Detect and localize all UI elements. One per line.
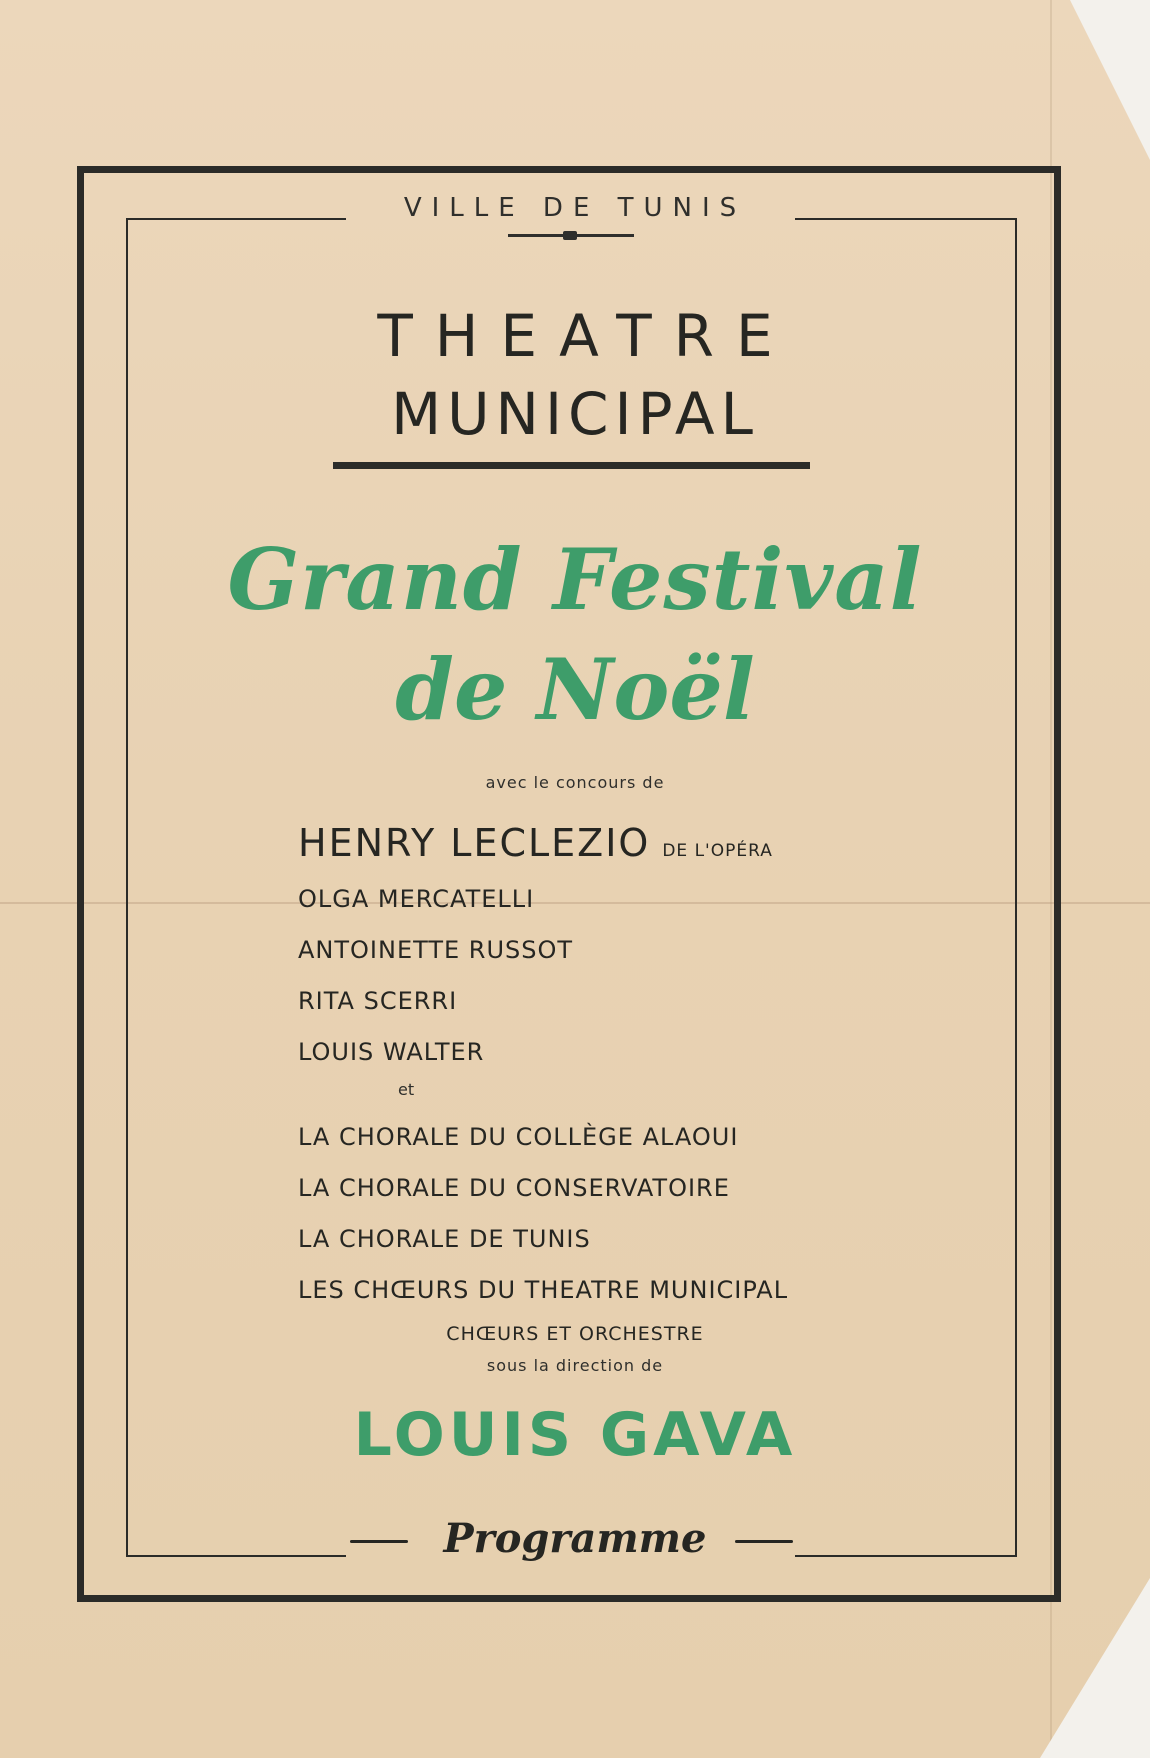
- venue-title-line1: THEATRE: [377, 302, 795, 370]
- programme-right-flourish: [735, 1540, 793, 1543]
- choir-item: LA CHORALE DE TUNIS: [298, 1225, 591, 1253]
- event-title-line1: Grand Festival: [227, 530, 923, 629]
- choir-item: LA CHORALE DU CONSERVATOIRE: [298, 1174, 730, 1202]
- conductor-name: LOUIS GAVA: [353, 1400, 797, 1470]
- performer-item: ANTOINETTE RUSSOT: [298, 936, 574, 964]
- performer-item: LOUIS WALTER: [298, 1038, 485, 1066]
- choirs-list: [298, 1112, 958, 1316]
- performer-item: RITA SCERRI: [298, 987, 458, 1015]
- choir-item: LA CHORALE DU COLLÈGE ALAOUI: [298, 1123, 739, 1151]
- divider-ornament: [508, 234, 634, 237]
- intro-text: avec le concours de: [485, 773, 665, 792]
- direction-subheading: sous la direction de: [486, 1356, 664, 1375]
- event-title-line2: de Noël: [395, 640, 755, 739]
- choir-item: LES CHŒURS DU THEATRE MUNICIPAL: [298, 1276, 789, 1304]
- folded-corner-bottom: [1040, 1578, 1150, 1758]
- lead-performer: [298, 812, 898, 874]
- direction-heading: CHŒURS ET ORCHESTRE: [446, 1323, 704, 1345]
- city-heading: VILLE DE TUNIS: [403, 193, 747, 223]
- lead-performer-note: DE L'OPÉRA: [662, 841, 773, 861]
- torn-corner-top: [1070, 0, 1150, 160]
- performers-list: [298, 812, 898, 1078]
- title-underline: [333, 462, 810, 469]
- lead-performer-name: HENRY LECLEZIO: [298, 821, 651, 865]
- performer-item: OLGA MERCATELLI: [298, 885, 535, 913]
- venue-title-line2: MUNICIPAL: [391, 380, 759, 448]
- conjunction-text: et: [398, 1080, 415, 1099]
- programme-label: Programme: [443, 1515, 707, 1562]
